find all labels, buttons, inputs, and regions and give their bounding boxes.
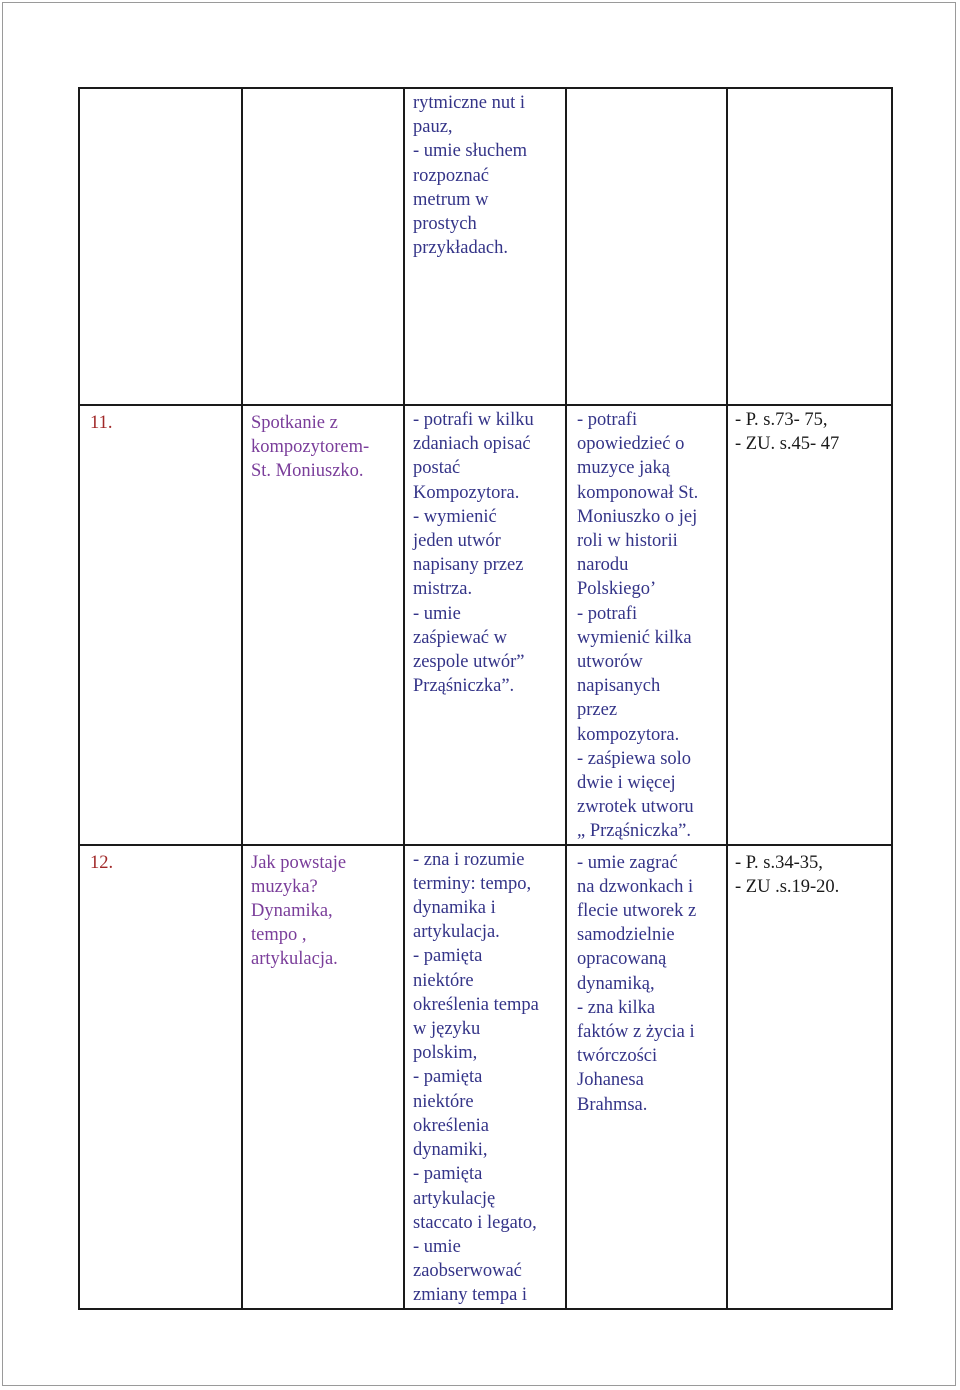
text-line: zaśpiewać w (413, 627, 507, 648)
text-line: napisany przez (413, 555, 524, 576)
basic-requirements-text (405, 89, 565, 260)
text-line: opracowaną (577, 949, 667, 970)
text-line: - zaśpiewa solo (577, 748, 692, 769)
text-line: flecie utworek z (577, 901, 697, 922)
text-line: napisanych (577, 676, 661, 697)
references-text (728, 89, 891, 94)
text-line: - zna kilka (577, 997, 656, 1018)
lesson-number-cell (79, 845, 242, 1309)
text-line: pauz, (413, 117, 453, 138)
topic-cell (242, 405, 404, 845)
text-line: muzyce jaką (577, 458, 670, 479)
extended-requirements-cell (566, 845, 727, 1309)
text-line: mistrza. (413, 579, 473, 600)
topic-text (243, 406, 403, 484)
text-line: Polskiego’ (577, 579, 657, 600)
text-line: „ Prząśniczka”. (577, 821, 692, 842)
text-line: - umie (413, 603, 461, 624)
references-cell (727, 845, 892, 1309)
table-row (79, 88, 892, 405)
basic-requirements-text (405, 406, 565, 698)
lesson-number: 12. (90, 852, 114, 873)
text-line: przykładach. (413, 238, 509, 259)
text-line: dwie i więcej (577, 773, 676, 794)
basic-requirements-cell (404, 405, 566, 845)
topic-text (243, 89, 403, 94)
text-line: Jak powstaje (251, 852, 347, 873)
lesson-number-cell (79, 88, 242, 405)
text-line: zaobserwować (413, 1261, 522, 1282)
document-page (2, 2, 956, 1386)
extended-requirements-cell (566, 405, 727, 845)
text-line: artykulacja. (413, 922, 500, 943)
text-line: St. Moniuszko. (251, 461, 364, 482)
text-line: - umie zagrać (577, 852, 678, 873)
text-line: twórczości (577, 1046, 658, 1067)
text-line: utworów (577, 652, 643, 673)
text-line: - P. s.73- 75, (735, 410, 828, 430)
text-line: dynamiką, (577, 973, 655, 994)
lesson-number-cell (79, 405, 242, 845)
text-line: Prząśniczka”. (413, 676, 515, 697)
text-line: jeden utwór (413, 531, 501, 552)
text-line: Johanesa (577, 1070, 644, 1091)
text-line: opowiedzieć o (577, 434, 685, 455)
topic-cell (242, 88, 404, 405)
text-line: - P. s.34-35, (735, 852, 823, 873)
text-line: przez (577, 700, 618, 721)
text-line: w języku (413, 1019, 481, 1040)
text-line: komponował St. (577, 482, 699, 503)
text-line: rozpoznać (413, 165, 490, 186)
text-line: terminy: tempo, (413, 873, 532, 894)
text-line: artykulacja. (251, 949, 338, 970)
text-line: dynamika i (413, 898, 496, 919)
text-line: - pamięta (413, 1164, 483, 1185)
text-line: - potrafi w kilku (413, 410, 534, 430)
text-line: zmiany tempa i (413, 1285, 528, 1306)
extended-requirements-text (567, 406, 726, 844)
text-line: Spotkanie z (251, 413, 338, 433)
text-line: Moniuszko o jej (577, 506, 698, 527)
text-line: - umie (413, 1236, 461, 1257)
text-line: zdaniach opisać (413, 434, 531, 455)
text-line: staccato i legato, (413, 1212, 537, 1233)
text-line: kompozytorem- (251, 437, 370, 458)
text-line: Dynamika, (251, 901, 333, 922)
text-line: określenia tempa (413, 994, 539, 1015)
text-line: - ZU. s.45- 47 (735, 434, 840, 455)
text-line: dynamiki, (413, 1140, 488, 1161)
basic-requirements-text (405, 846, 565, 1308)
lesson-number: 11. (90, 413, 113, 433)
text-line: rytmiczne nut i (413, 93, 525, 113)
text-line: artykulację (413, 1188, 496, 1209)
text-line: - umie słuchem (413, 141, 528, 162)
text-line: polskim, (413, 1043, 478, 1064)
text-line: na dzwonkach i (577, 876, 694, 897)
text-line: prostych (413, 214, 477, 235)
text-line: - zna i rozumie (413, 849, 525, 870)
text-line: niektóre (413, 970, 474, 991)
table-row (79, 845, 892, 1309)
text-line: wymienić kilka (577, 627, 692, 648)
extended-requirements-text (567, 846, 726, 1117)
text-line: - wymienić (413, 506, 497, 527)
text-line: - potrafi (577, 603, 638, 624)
references-cell (727, 88, 892, 405)
references-cell (727, 405, 892, 845)
text-line: faktów z życia i (577, 1022, 695, 1043)
text-line: samodzielnie (577, 925, 675, 946)
text-line: roli w historii (577, 531, 678, 552)
references-text (728, 406, 891, 456)
text-line: - pamięta (413, 1067, 483, 1088)
topic-cell (242, 845, 404, 1309)
text-line: określenia (413, 1115, 490, 1136)
text-line: zwrotek utworu (577, 797, 694, 818)
basic-requirements-cell (404, 845, 566, 1309)
text-line: narodu (577, 555, 629, 576)
extended-requirements-text (567, 89, 726, 94)
text-line: muzyka? (251, 876, 318, 897)
curriculum-table (78, 87, 893, 1310)
text-line: kompozytora. (577, 724, 680, 745)
table-row (79, 405, 892, 845)
text-line: zespole utwór” (413, 652, 525, 673)
basic-requirements-cell (404, 88, 566, 405)
text-line: - ZU .s.19-20. (735, 876, 840, 897)
text-line: Kompozytora. (413, 482, 520, 503)
text-line: - potrafi (577, 410, 638, 430)
extended-requirements-cell (566, 88, 727, 405)
topic-text (243, 846, 403, 972)
text-line: Brahmsa. (577, 1094, 648, 1115)
lesson-number (80, 89, 241, 94)
references-text (728, 846, 891, 899)
text-line: niektóre (413, 1091, 474, 1112)
text-line: metrum w (413, 189, 489, 210)
text-line: postać (413, 458, 461, 479)
text-line: - pamięta (413, 946, 483, 967)
text-line: tempo , (251, 925, 307, 946)
